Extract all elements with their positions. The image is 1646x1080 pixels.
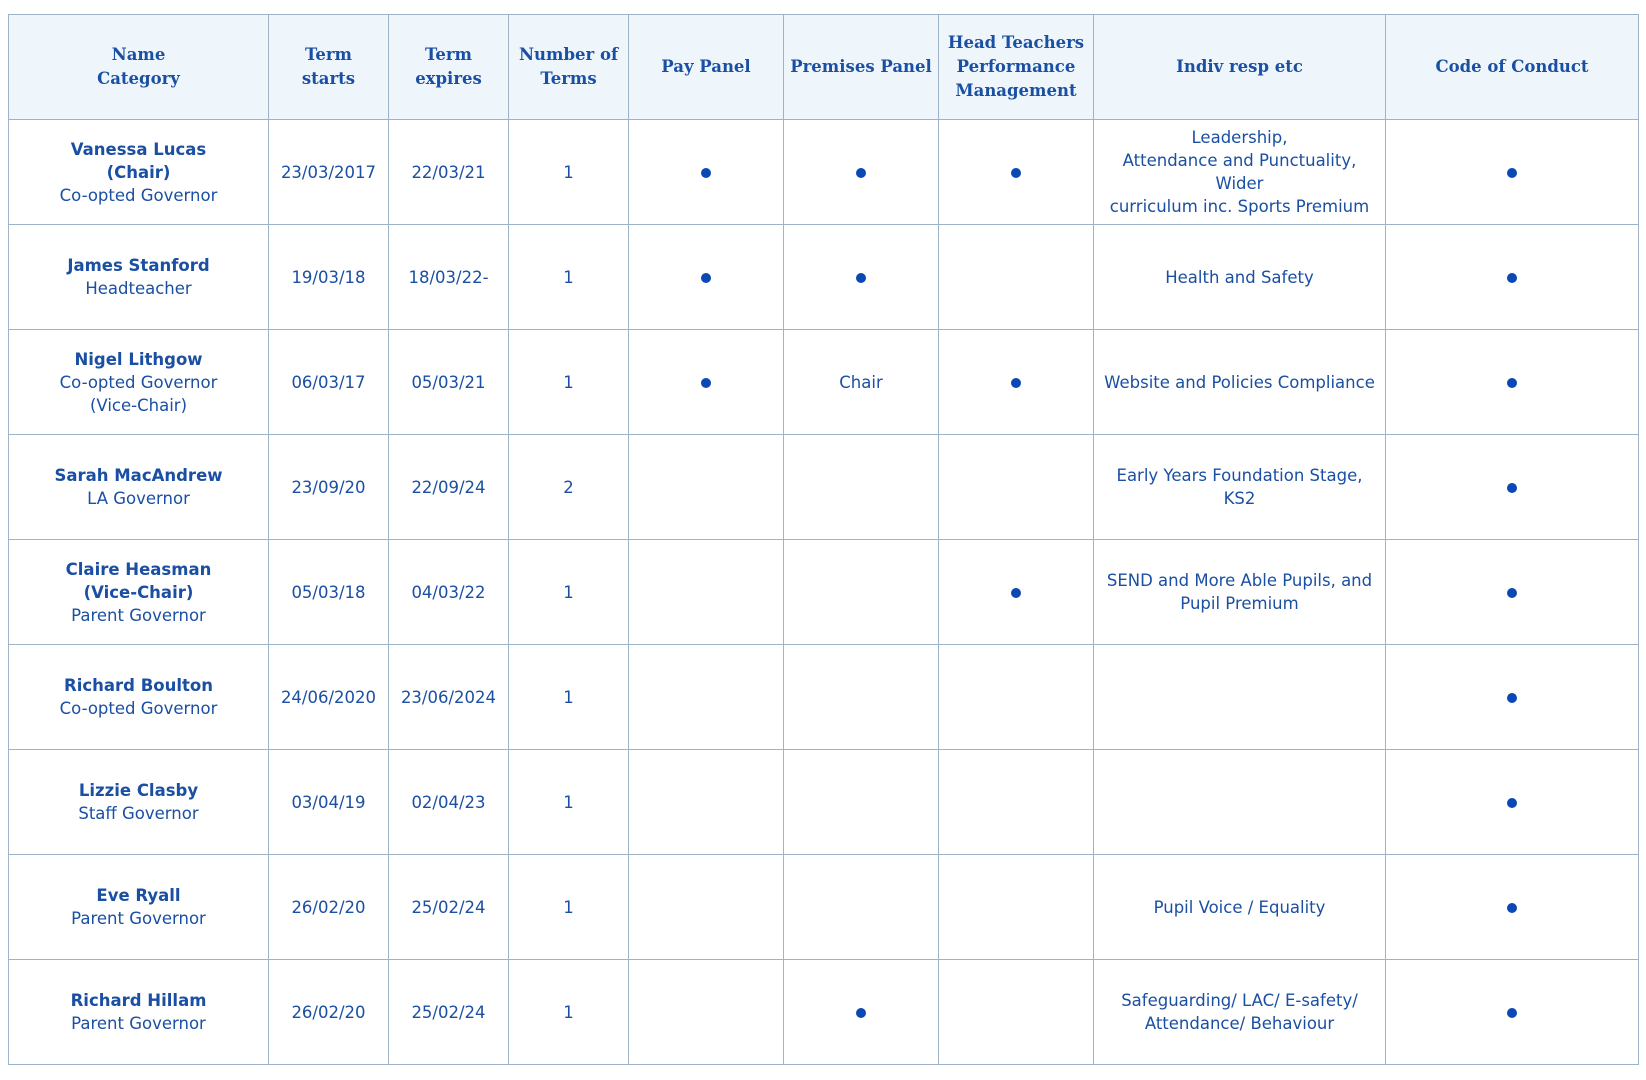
code-of-conduct-cell: [1386, 435, 1639, 540]
bullet-dot-icon: [1507, 483, 1517, 493]
governor-category: Co-opted Governor: [59, 185, 218, 205]
column-header-pay-panel: [629, 15, 784, 120]
indiv-resp-cell: [1094, 540, 1386, 645]
pay-panel-cell: [629, 120, 784, 225]
governor-name: Lizzie Clasby: [78, 781, 199, 800]
indiv-resp-cell: [1094, 225, 1386, 330]
governor-name: Sarah MacAndrew: [54, 466, 223, 485]
governor-name: Vanessa Lucas: [70, 139, 207, 159]
number-of-terms-cell: 1: [509, 120, 629, 225]
column-header-text: starts: [301, 69, 356, 88]
indiv-resp-cell: [1094, 645, 1386, 750]
term-starts-cell: 19/03/18: [269, 225, 389, 330]
term-starts-cell: 23/03/2017: [269, 120, 389, 225]
indiv-resp-text: curriculum inc. Sports Premium: [1109, 197, 1370, 216]
column-header-text: Performance: [956, 57, 1076, 76]
term-expires-cell: 05/03/21: [389, 330, 509, 435]
code-of-conduct-cell: [1386, 855, 1639, 960]
term-starts-cell: 26/02/20: [269, 960, 389, 1065]
governor-category: Co-opted Governor: [59, 699, 218, 718]
table-row: [9, 330, 1639, 435]
governor-category: Staff Governor: [78, 804, 199, 823]
column-header-text: Terms: [540, 69, 597, 88]
column-header-text: Premises Panel: [790, 57, 932, 76]
term-expires-cell: 25/02/24: [389, 960, 509, 1065]
bullet-dot-icon: [1507, 903, 1517, 913]
column-header-text: Management: [955, 81, 1077, 100]
pay-panel-cell: [629, 960, 784, 1065]
premises-panel-cell: [784, 120, 939, 225]
governors-table: [8, 14, 1639, 1065]
premises-panel-cell: [784, 960, 939, 1065]
bullet-dot-icon: [1507, 273, 1517, 283]
column-header-text: Head Teachers: [947, 33, 1085, 52]
code-of-conduct-cell: [1386, 225, 1639, 330]
premises-panel-cell: [784, 645, 939, 750]
term-expires-cell: 22/09/24: [389, 435, 509, 540]
code-of-conduct-cell: [1386, 120, 1639, 225]
column-header-text: Category: [97, 69, 180, 88]
head-teachers-pm-cell: [939, 855, 1094, 960]
head-teachers-pm-cell: [939, 750, 1094, 855]
indiv-resp-cell: [1094, 750, 1386, 855]
indiv-resp-text: SEND and More Able Pupils, and: [1106, 571, 1373, 590]
bullet-dot-icon: [856, 273, 866, 283]
premises-panel-cell: [784, 540, 939, 645]
table-row: [9, 645, 1639, 750]
governor-name: James Stanford: [67, 256, 210, 275]
bullet-dot-icon: [1011, 378, 1021, 388]
table-body: [9, 120, 1639, 1065]
column-header-term-expires: [389, 15, 509, 120]
head-teachers-pm-cell: [939, 120, 1094, 225]
governor-cell: [9, 960, 269, 1065]
number-of-terms-cell: 1: [509, 645, 629, 750]
bullet-dot-icon: [1011, 168, 1021, 178]
column-header-text: expires: [415, 69, 482, 88]
governor-cell: [9, 855, 269, 960]
term-starts-cell: 26/02/20: [269, 855, 389, 960]
indiv-resp-text: Attendance and Punctuality, Wider: [1122, 151, 1357, 193]
table-row: [9, 435, 1639, 540]
bullet-dot-icon: [1507, 693, 1517, 703]
indiv-resp-cell: [1094, 855, 1386, 960]
indiv-resp-text: Pupil Premium: [1180, 594, 1299, 613]
governor-category: Parent Governor: [71, 605, 206, 625]
head-teachers-pm-cell: [939, 330, 1094, 435]
indiv-resp-cell: [1094, 960, 1386, 1065]
governor-name: Claire Heasman: [65, 559, 212, 579]
governors-table-container: [8, 14, 1638, 1065]
table-row: [9, 225, 1639, 330]
pay-panel-cell: [629, 435, 784, 540]
premises-panel-cell: [784, 750, 939, 855]
governor-name: Eve Ryall: [96, 886, 181, 905]
term-starts-cell: 06/03/17: [269, 330, 389, 435]
column-header-premises-panel: [784, 15, 939, 120]
bullet-dot-icon: [1507, 168, 1517, 178]
premises-panel-cell: [784, 225, 939, 330]
governor-cell: [9, 540, 269, 645]
number-of-terms-cell: 2: [509, 435, 629, 540]
head-teachers-pm-cell: [939, 960, 1094, 1065]
governor-category: Parent Governor: [71, 909, 206, 928]
term-starts-cell: 23/09/20: [269, 435, 389, 540]
column-header-text: Term: [424, 45, 473, 64]
head-teachers-pm-cell: [939, 435, 1094, 540]
indiv-resp-text: Attendance/ Behaviour: [1144, 1014, 1335, 1033]
term-expires-cell: 23/06/2024: [389, 645, 509, 750]
table-row: [9, 120, 1639, 225]
number-of-terms-cell: 1: [509, 750, 629, 855]
bullet-dot-icon: [1507, 588, 1517, 598]
column-header-text: Indiv resp etc: [1176, 57, 1303, 76]
code-of-conduct-cell: [1386, 645, 1639, 750]
bullet-dot-icon: [1507, 798, 1517, 808]
governor-name: (Vice-Chair): [83, 582, 194, 602]
governor-cell: [9, 120, 269, 225]
bullet-dot-icon: [856, 168, 866, 178]
table-row: [9, 960, 1639, 1065]
number-of-terms-cell: 1: [509, 960, 629, 1065]
term-starts-cell: 03/04/19: [269, 750, 389, 855]
governor-name: (Chair): [106, 162, 171, 182]
pay-panel-cell: [629, 645, 784, 750]
term-starts-cell: 05/03/18: [269, 540, 389, 645]
column-header-term-starts: [269, 15, 389, 120]
bullet-dot-icon: [701, 168, 711, 178]
code-of-conduct-cell: [1386, 330, 1639, 435]
number-of-terms-cell: 1: [509, 225, 629, 330]
bullet-dot-icon: [701, 273, 711, 283]
term-expires-cell: 02/04/23: [389, 750, 509, 855]
code-of-conduct-cell: [1386, 750, 1639, 855]
governor-cell: [9, 645, 269, 750]
indiv-resp-text: Leadership,: [1191, 128, 1288, 147]
indiv-resp-cell: [1094, 330, 1386, 435]
table-header-row: [9, 15, 1639, 120]
governor-name: Richard Hillam: [70, 991, 207, 1010]
governor-name: Richard Boulton: [64, 676, 213, 695]
column-header-code-of-conduct: [1386, 15, 1639, 120]
governor-category: Co-opted Governor: [59, 372, 218, 392]
indiv-resp-text: Health and Safety: [1165, 267, 1314, 287]
governor-category: Headteacher: [85, 279, 192, 298]
term-expires-cell: 18/03/22-: [389, 225, 509, 330]
pay-panel-cell: [629, 750, 784, 855]
indiv-resp-text: Early Years Foundation Stage, KS2: [1116, 466, 1363, 508]
governor-cell: [9, 225, 269, 330]
term-expires-cell: 04/03/22: [389, 540, 509, 645]
bullet-dot-icon: [856, 1008, 866, 1018]
column-header-number-of-terms: [509, 15, 629, 120]
column-header-text: Code of Conduct: [1435, 57, 1589, 76]
column-header-text: Name: [111, 45, 166, 64]
column-header-name: [9, 15, 269, 120]
number-of-terms-cell: 1: [509, 330, 629, 435]
pay-panel-cell: [629, 855, 784, 960]
head-teachers-pm-cell: [939, 645, 1094, 750]
bullet-dot-icon: [1507, 378, 1517, 388]
column-header-text: Pay Panel: [661, 57, 751, 76]
head-teachers-pm-cell: [939, 540, 1094, 645]
governor-cell: [9, 750, 269, 855]
premises-panel-cell: [784, 855, 939, 960]
term-expires-cell: 25/02/24: [389, 855, 509, 960]
bullet-dot-icon: [701, 378, 711, 388]
indiv-resp-cell: [1094, 435, 1386, 540]
indiv-resp-text: Safeguarding/ LAC/ E-safety/: [1121, 991, 1358, 1010]
term-expires-cell: 22/03/21: [389, 120, 509, 225]
code-of-conduct-cell: [1386, 540, 1639, 645]
governor-cell: [9, 330, 269, 435]
column-header-indiv-resp: [1094, 15, 1386, 120]
number-of-terms-cell: 1: [509, 540, 629, 645]
head-teachers-pm-cell: [939, 225, 1094, 330]
number-of-terms-cell: 1: [509, 855, 629, 960]
indiv-resp-cell: [1094, 120, 1386, 225]
column-header-text: Term: [304, 45, 353, 64]
table-row: [9, 750, 1639, 855]
pay-panel-cell: [629, 540, 784, 645]
column-header-head-teachers-performance-management: [939, 15, 1094, 120]
governor-cell: [9, 435, 269, 540]
governor-name: Nigel Lithgow: [74, 349, 203, 369]
column-header-text: Number of: [518, 45, 619, 64]
table-row: [9, 540, 1639, 645]
pay-panel-cell: [629, 330, 784, 435]
governor-category: (Vice-Chair): [89, 395, 188, 415]
code-of-conduct-cell: [1386, 960, 1639, 1065]
pay-panel-cell: [629, 225, 784, 330]
bullet-dot-icon: [1011, 588, 1021, 598]
bullet-dot-icon: [1507, 1008, 1517, 1018]
table-row: [9, 855, 1639, 960]
governor-category: Parent Governor: [71, 1014, 206, 1033]
indiv-resp-text: Pupil Voice / Equality: [1153, 897, 1326, 917]
indiv-resp-text: Website and Policies Compliance: [1104, 372, 1375, 392]
premises-panel-cell: Chair: [784, 330, 939, 435]
governor-category: LA Governor: [87, 489, 190, 508]
term-starts-cell: 24/06/2020: [269, 645, 389, 750]
premises-panel-cell: [784, 435, 939, 540]
